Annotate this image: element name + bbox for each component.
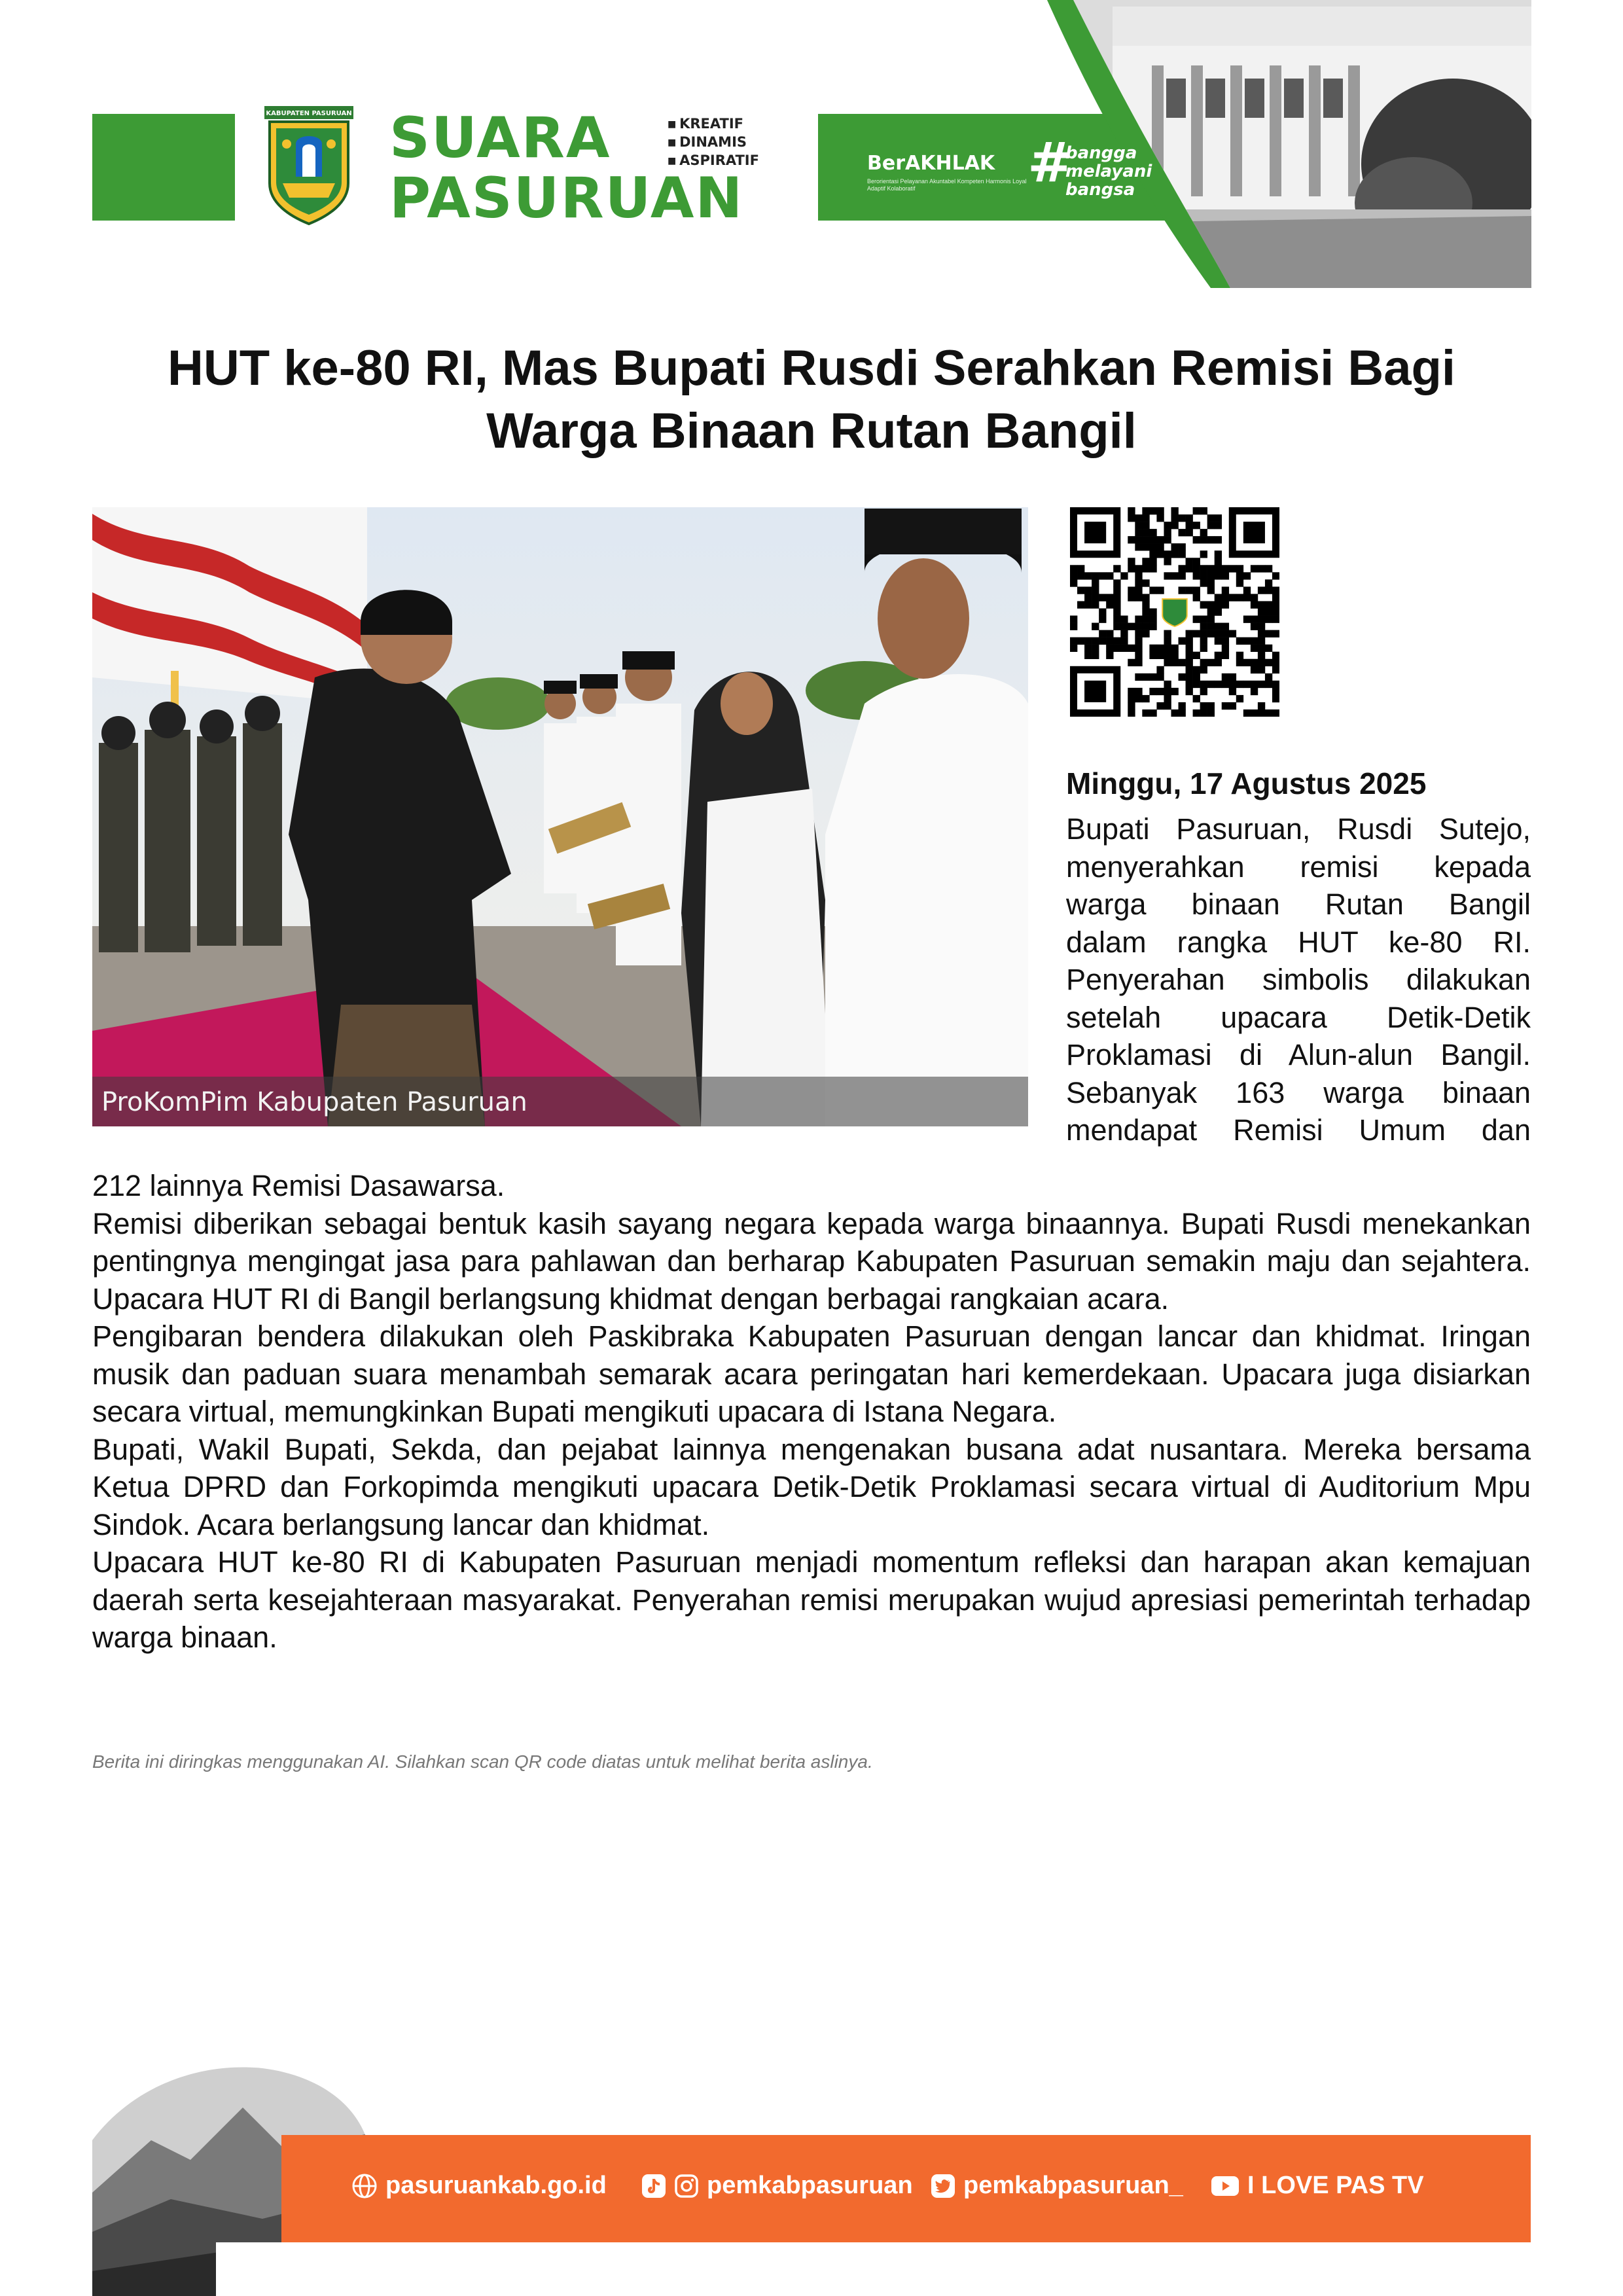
footer-twitter[interactable] [931,2172,1183,2200]
berakhlak-logo: BerAKHLAK [867,152,995,175]
brand-line-pasuruan: PASURUAN [389,166,744,231]
lead-line: Sebanyak 163 warga binaan [1066,1075,1531,1109]
body-paragraph: Bupati, Wakil Bupati, Sekda, dan pejabat lainnya mengenakan busana adat nusantara. Mereka bersama Ketua DPRD dan Forkopimda mengikuti upacara Detik-Detik Proklamasi secara virtual di Auditorium Mpu Sindok. Acara berlangsung lancar dan khidmat. [92,1432,1531,1541]
qr-code[interactable] [1070,507,1279,717]
body-paragraph: Remisi diberikan sebagai bentuk kasih sayang negara kepada warga binaannya. Bupati Rusdi menekankan pentingnya mengingat jasa para pahlawan dan berharap Kabupaten Pasuruan semakin maju dan sejahtera. Upacara HUT RI di Bangil berlangsung khidmat dengan berbagai rangkaian acara. [92,1206,1531,1316]
lead-line: menyerahkan remisi kepada [1066,850,1531,884]
photo-caption: ProKomPim Kabupaten Pasuruan [101,1087,527,1117]
article-photo [92,507,1028,1126]
twitter-icon [931,2174,955,2198]
footer-twitter-label: pemkabpasuruan_ [963,2172,1183,2199]
photo-caption-bar [92,1077,1028,1126]
header-green-block-left [92,114,235,221]
youtube-icon [1211,2175,1240,2197]
bangga-melayani-bangsa-logo [1065,144,1152,199]
instagram-icon [674,2174,699,2198]
footer-website[interactable] [351,2172,607,2200]
hashtag-line: bangga [1065,143,1137,163]
article-body [92,1167,1531,1657]
tagline-item: ■ ASPIRATIF [668,152,759,170]
berakhlak-subtext: Berorientasi Pelayanan Akuntabel Kompeten Harmonis Loyal Adaptif Kolaboratif [867,178,1027,192]
footer-social-pemkab-label: pemkabpasuruan [707,2172,913,2199]
tiktok-icon [641,2174,666,2198]
article-lead-paragraph [1066,810,1531,1149]
article-photo-illustration [92,507,1028,1126]
article-date: Minggu, 17 Agustus 2025 [1066,766,1427,800]
hashtag-line: melayani [1065,162,1152,181]
hashtag-icon: # [1027,130,1074,194]
pasuruan-crest-logo [260,105,357,226]
body-paragraph: Pengibaran bendera dilakukan oleh Paskibraka Kabupaten Pasuruan dengan lancar dan khidmat. Iringan musik dan paduan suara menambah semarak acara peringatan hari kemerdekaan. Upacara juga disiarkan secara virtual, memungkinkan Bupati mengikuti upacara di Istana Negara. [92,1319,1531,1428]
tagline-item: ■ KREATIF [668,115,759,134]
article-title-line: Warga Binaan Rutan Bangil [486,403,1137,459]
article-title-line: HUT ke-80 RI, Mas Bupati Rusdi Serahkan Remisi Bagi [167,340,1456,396]
lead-line: setelah upacara Detik-Detik [1066,1000,1531,1034]
body-paragraph: Upacara HUT ke-80 RI di Kabupaten Pasuruan menjadi momentum refleksi dan harapan akan kemajuan daerah serta kesejahteraan masyarakat. Penyerahan remisi merupakan wujud apresiasi pemerintah terhadap warga binaan. [92,1545,1531,1654]
ai-summary-note: Berita ini diringkas menggunakan AI. Silahkan scan QR code diatas untuk melihat berita aslinya. [92,1751,873,1772]
crest-text: KABUPATEN PASURUAN [266,110,352,117]
body-paragraph: 212 lainnya Remisi Dasawarsa. [92,1169,505,1202]
lead-line: warga binaan Rutan Bangil [1066,888,1531,921]
hashtag-line: bangsa [1065,180,1135,200]
lead-line: Proklamasi di Alun-alun Bangil. [1066,1038,1531,1071]
lead-line: mendapat Remisi Umum dan [1066,1113,1531,1147]
brand-taglines [668,115,759,170]
footer-white-swoosh [216,2242,491,2296]
globe-icon [351,2173,378,2199]
footer-social-pemkab[interactable] [641,2172,913,2200]
footer-website-label: pasuruankab.go.id [385,2172,607,2199]
footer-youtube-label: I LOVE PAS TV [1247,2172,1424,2199]
tagline-item: ■ DINAMIS [668,134,759,152]
lead-line: Bupati Pasuruan, Rusdi Sutejo, [1066,812,1531,846]
article-title [92,337,1531,463]
lead-line: dalam rangka HUT ke-80 RI. [1066,925,1531,959]
lead-line: Penyerahan simbolis dilakukan [1066,963,1531,996]
brand-line-suara: SUARA [389,105,611,171]
footer-youtube[interactable] [1211,2172,1424,2200]
